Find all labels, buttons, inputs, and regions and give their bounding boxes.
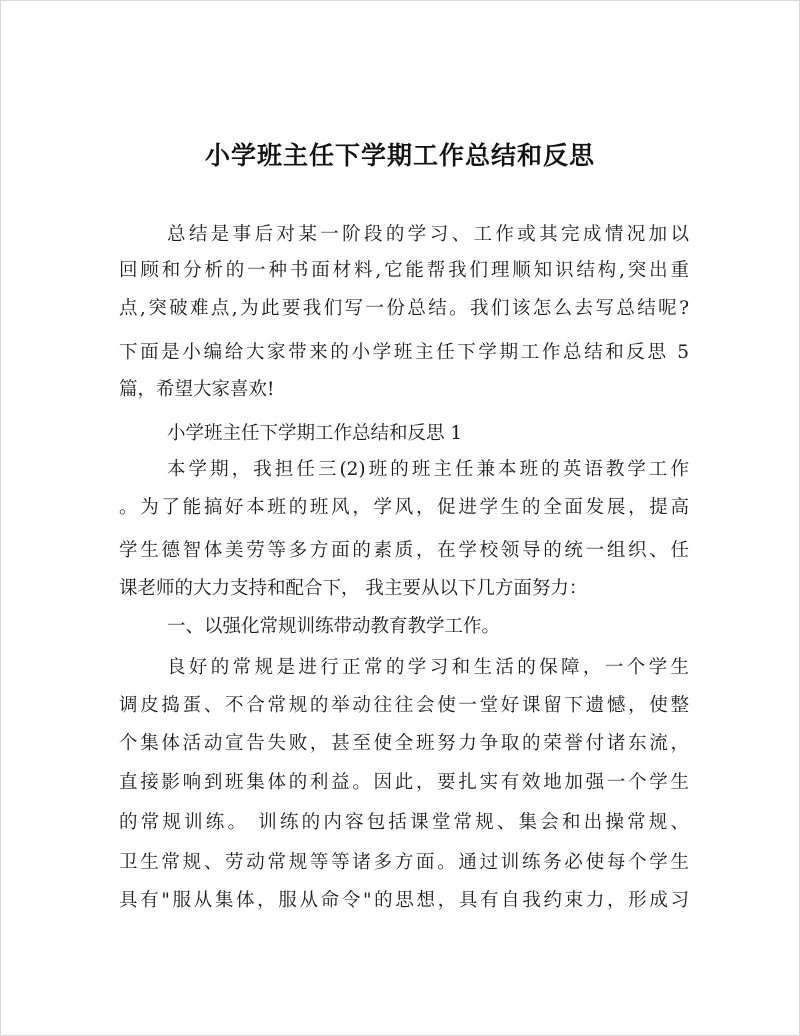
- text-line: 点,突破难点,为此要我们写一份总结。我们该怎么去写总结呢?: [119, 298, 689, 319]
- text-line: 良好的常规是进行正常的学习和生活的保障，一个学生: [167, 657, 689, 678]
- text-line: 具有"服从集体，服从命令"的思想，具有自我约束力，形成习: [119, 890, 689, 911]
- text-line: 下面是小编给大家带来的小学班主任下学期工作总结和反思 5: [119, 342, 689, 363]
- text-line: 卫生常规、劳动常规等等诸多方面。通过训练务必使每个学生: [119, 852, 689, 873]
- text-line: 回顾和分析的一种书面材料,它能帮我们理顺知识结构,突出重: [119, 260, 689, 281]
- text-line: 调皮捣蛋、不合常规的举动往往会使一堂好课留下遗憾，使整: [119, 695, 689, 716]
- text-line: 。为了能搞好本班的班风，学风，促进学生的全面发展，提高: [119, 497, 689, 518]
- subsection-heading: 一、以强化常规训练带动教育教学工作。: [167, 616, 501, 637]
- text-line: 个集体活动宣告失败，甚至使全班努力争取的荣誉付诸东流，: [119, 733, 689, 754]
- text-line: 学生德智体美劳等多方面的素质，在学校领导的统一组织、任: [119, 540, 689, 561]
- text-line: 的常规训练。 训练的内容包括课堂常规、集会和出操常规、: [119, 812, 689, 833]
- document-title: 小学班主任下学期工作总结和反思: [204, 141, 595, 170]
- text-line: 总结是事后对某一阶段的学习、工作或其完成情况加以: [167, 224, 689, 245]
- text-line: 课老师的大力支持和配合下， 我主要从以下几方面努力：: [119, 578, 588, 599]
- text-line: 直接影响到班集体的利益。因此，要扎实有效地加强一个学生: [119, 772, 689, 793]
- section-heading: 小学班主任下学期工作总结和反思 1: [167, 423, 463, 444]
- text-line: 本学期，我担任三(2)班的班主任兼本班的英语教学工作: [167, 459, 689, 480]
- text-line: 篇，希望大家喜欢!: [119, 379, 275, 400]
